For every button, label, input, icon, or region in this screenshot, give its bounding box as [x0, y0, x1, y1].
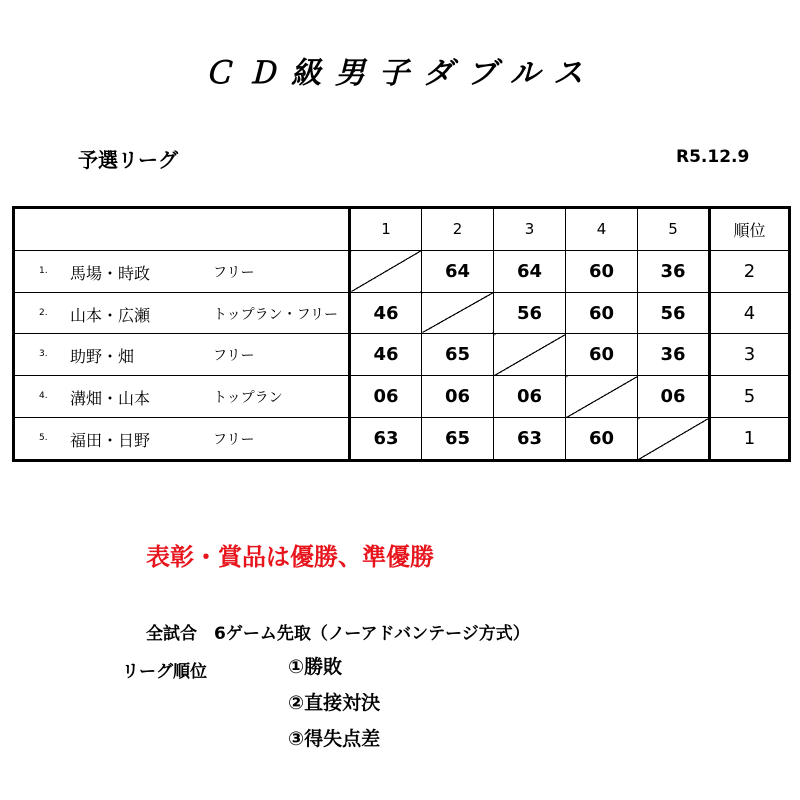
team-club: トップラン: [213, 390, 283, 407]
header-blank-cell: [14, 208, 350, 251]
score-cell: 06: [350, 376, 422, 418]
score-cell-self: [422, 292, 494, 334]
score-cell-self: [350, 250, 422, 292]
team-cell: [14, 418, 350, 461]
header-col-3: 3: [494, 208, 566, 251]
team-players: 福田・日野: [70, 431, 151, 451]
team-club: フリー: [213, 348, 255, 365]
page-title: ＣＤ級男子ダブルス: [203, 56, 597, 91]
table-row: [14, 292, 790, 334]
score-cell-self: [566, 376, 638, 418]
table-header-row: [14, 208, 790, 251]
team-cell: [14, 250, 350, 292]
ranking-criterion: ①勝敗: [288, 656, 343, 678]
rank-cell: 4: [710, 292, 790, 334]
team-number: 2.: [39, 307, 48, 318]
header-col-4: 4: [566, 208, 638, 251]
score-cell-self: [494, 334, 566, 376]
team-players: 助野・畑: [70, 347, 135, 367]
ranking-criteria-list: [288, 655, 380, 763]
score-cell: 64: [422, 250, 494, 292]
team-number: 4.: [39, 391, 48, 402]
team-cell: [14, 376, 350, 418]
score-cell: 06: [494, 376, 566, 418]
score-cell: 63: [494, 418, 566, 461]
rank-cell: 2: [710, 250, 790, 292]
event-date: R5.12.9: [676, 147, 750, 167]
score-cell: 63: [350, 418, 422, 461]
score-cell-self: [638, 418, 710, 461]
rank-cell: 5: [710, 376, 790, 418]
team-players: 溝畑・山本: [70, 389, 151, 409]
score-cell: 64: [494, 250, 566, 292]
match-rules: 全試合 6ゲーム先取（ノーアドバンテージ方式）: [146, 624, 530, 644]
score-cell: 65: [422, 334, 494, 376]
team-number: 5.: [39, 433, 48, 444]
score-cell: 60: [566, 334, 638, 376]
table-row: [14, 334, 790, 376]
ranking-criterion: ②直接対決: [288, 692, 381, 714]
table-row: [14, 418, 790, 461]
score-cell: 46: [350, 292, 422, 334]
ranking-criterion: ③得失点差: [288, 728, 381, 750]
team-cell: [14, 334, 350, 376]
score-cell: 06: [638, 376, 710, 418]
league-table: [12, 206, 791, 462]
score-cell: 36: [638, 250, 710, 292]
score-cell: 60: [566, 250, 638, 292]
ranking-label: リーグ順位: [122, 662, 207, 682]
team-players: 馬場・時政: [70, 263, 151, 283]
score-cell: 36: [638, 334, 710, 376]
score-cell: 56: [638, 292, 710, 334]
score-cell: 56: [494, 292, 566, 334]
score-cell: 06: [422, 376, 494, 418]
score-cell: 60: [566, 292, 638, 334]
section-subtitle: 予選リーグ: [78, 148, 178, 172]
rank-cell: 3: [710, 334, 790, 376]
award-notice: 表彰・賞品は優勝、準優勝: [146, 543, 434, 571]
score-cell: 60: [566, 418, 638, 461]
team-players: 山本・広瀬: [70, 305, 151, 325]
score-cell: 65: [422, 418, 494, 461]
table-row: [14, 376, 790, 418]
team-club: フリー: [213, 264, 255, 281]
header-col-2: 2: [422, 208, 494, 251]
team-number: 1.: [39, 265, 48, 276]
team-club: トップラン・フリー: [213, 306, 339, 323]
rank-cell: 1: [710, 418, 790, 461]
table-row: [14, 250, 790, 292]
header-col-5: 5: [638, 208, 710, 251]
team-number: 3.: [39, 349, 48, 360]
header-rank: 順位: [710, 208, 790, 251]
header-col-1: 1: [350, 208, 422, 251]
team-cell: [14, 292, 350, 334]
score-cell: 46: [350, 334, 422, 376]
team-club: フリー: [213, 432, 255, 449]
